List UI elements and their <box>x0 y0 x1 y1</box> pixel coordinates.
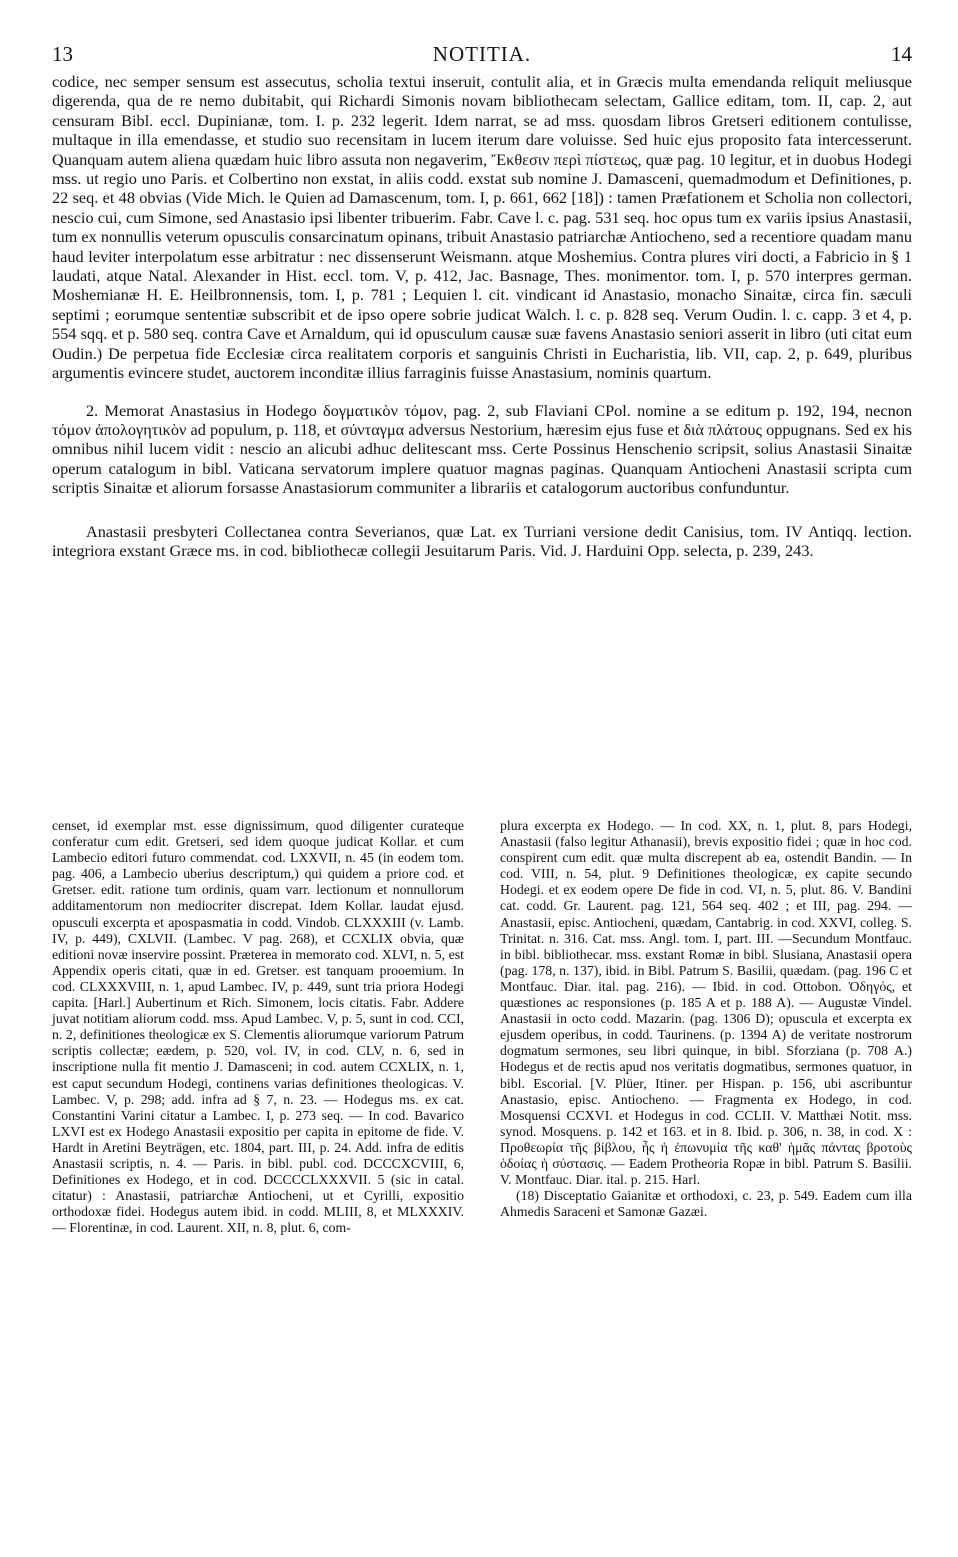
main-paragraph: Anastasii presbyteri Collectanea contra Severianos, quæ Lat. ex Turriani versione dedit Canisius, tom. IV Antiqq. lection. integriora exstant Græce ms. in cod. bibliothecæ collegii Jesuitarum Paris. Vid. J. Harduini Opp. selecta, p. 239, 243. <box>52 521 912 560</box>
footnote-18: (18) Disceptatio Gaianitæ et orthodoxi, c. 23, p. 549. Eadem cum illa Ahmedis Saraceni et Samonæ Gazæi. <box>500 1188 912 1220</box>
notes-column-right <box>500 818 912 1236</box>
main-text <box>52 72 912 560</box>
page-header <box>52 42 912 68</box>
note-text: plura excerpta ex Hodego. — In cod. XX, n. 1, plut. 8, pars Hodegi, Anastasii (falso legitur Athanasii), brevis expositio fidei ; quæ in hoc cod. conspirent cum edit. quæ multa discrepent ab ea, ostendit Bandin. — In cod. VIII, n. 54, plut. 9 Definitiones theologicæ, ex capite secundo Hodegi. et ex eodem opere De fide in cod. VI, n. 5, plut. 86. V. Bandini cat. codd. Gr. Laurent. pag. 121, 564 seq. 402 ; et III, pag. 294. — Anastasii, episc. Antiocheni, quædam, Cantabrig. in cod. XXVI, colleg. S. Trinitat. n. 316. Cat. mss. Angl. tom. I, part. III. —Secundum Montfauc. in bibl. bibliothecar. mss. exstant Romæ in bibl. Slusiana, Anastasii opera (pag. 178, n. 137), ibid. in Bibl. Patrum S. Basilii, quædam. (pag. 196 C et Montfauc. Diar. ital. pag. 216). — Ibid. in cod. Ottobon. Ὁδηγός, et quæstiones ac responsiones (p. 185 A et p. 188 A). — Augustæ Vindel. Anastasii in octo codd. Mazarin. (pag. 1306 D); opuscula et excerpta ex ejusdem operibus, in codd. Taurinens. (p. 1394 A) de veritate nostrorum dogmatum sermones, seu libri quinque, in bibl. Sforziana (p. 708 A.) Hodegus et de rectis apud nos veritatis dogmatibus, sermones quatuor, in bibl. Escorial. [V. Plüer, Itiner. per Hispan. p. 156, ubi ascribuntur Anastasio, episc. Antiocheno. — Fragmenta ex Hodego, in cod. Mosquensi CCXVI. et Hodegus in cod. CCLII. V. Matthæi Notit. mss. synod. Mosquens. p. 142 et 163. et in 8. Ibid. p. 306, n. 38, in cod. X : Προθεωρία τῆς βίβλου, ἧς ἡ ἐπωνυμία τῆς καθ' ἡμᾶς πάντας βροτοὺς ὁδοίας ἡ σύστασις. — Eadem Protheoria Ropæ in bibl. Patrum S. Basilii. V. Montfauc. Diar. ital. p. 215. Harl. <box>500 818 912 1188</box>
main-paragraph: 2. Memorat Anastasius in Hodego δογματικὸν τόμον, pag. 2, sub Flaviani CPol. nomine a se editum p. 192, 194, necnon τόμον ἀπολογητικὸν ad populum, p. 118, et σύνταγμα adversus Nestorium, hæresim ejus fuse et διὰ πλάτους oppugnans. Sed ex his omnibus nihil lucem vidit : nescio an alicubi adhuc delitescant mss. Certe Possinus Henschenio scripsit, solius Anastasii Sinaitæ operum catalogum in bibl. Vaticana servatorum implere quatuor magnas paginas. Quanquam Antiocheni Anastasii scripta cum scriptis Sinaitæ et aliorum forsasse Anastasiorum communiter a librariis et catalogorum auctoribus confunduntur. <box>52 400 912 498</box>
main-paragraph: codice, nec semper sensum est assecutus, scholia textui inseruit, contulit alia, et in Græcis multa emendanda reliquit meliusque digerenda, qua de re nemo dubitabit, qui Richardi Simonis novam bibliothecam selectam, Gallice editam, tom. II, cap. 2, aut censuram Bibl. eccl. Dupinianæ, tom. I. p. 232 legerit. Idem narrat, se ad mss. quosdam libros Gretseri editionem contulisse, multaque in illa emendasse, et studio suo recensitam in lucem iterum dare voluisse. Sed huic ejus proposito fata intercesserunt. Quanquam autem aliena quædam huic libro assuta non negaverim, Ἔκθεσιν περὶ πίστεως, quæ pag. 10 legitur, et in duobus Hodegi mss. ut regio uno Paris. et Colbertino non exstat, in aliis codd. exstat sub nomine J. Damasceni, quemadmodum et Definitiones, p. 22 seq. et 48 obvias (Vide Mich. le Quien ad Damascenum, tom. I, p. 661, 662 [18]) : tamen Præfationem et Scholia non collectori, nescio cui, cum Simone, sed Anastasio ipsi libenter tribuerim. Fabr. Cave l. c. pag. 531 seq. hoc opus tum ex variis ipsius Anastasii, tum ex nonnullis veterum opusculis consarcinatum opinans, tribuit Anastasio patriarchæ Antiocheno, sed a recentiore quadam manu haud leviter interpolatum esse arbitratur : nec dissenserunt Weismann. atque Moshemius. Contra plures viri docti, a Fabricio in § 1 laudati, atque Natal. Alexander in Hist. eccl. tom. V, p. 412, Jac. Basnage, Thes. monimentor. tom. I, p. 570 interpres german. Moshemianæ H. E. Heilbronnensis, tom. I, p. 781 ; Lequien l. cit. vindicant id Anastasio, monacho Sinaitæ, circa fin. sæculi septimi ; eorumque sententiæ subscribit et de ipso opere sobrie judicat Walch. l. c. p. 828 seq. Verum Oudin. l. c. capp. 3 et 4, p. 554 sqq. et p. 580 seq. contra Cave et Arnaldum, qui id opusculum causæ suæ favens Anastasio seniori asserit in libro (uti citat eum Oudin.) De perpetua fide Ecclesiæ circa realitatem corporis et sanguinis Christi in Eucharistia, lib. VII, cap. 2, p. 649, pluribus argumentis evincere studet, auctorem inconditæ illius farraginis fuisse Anastasium, nominis quartum. <box>52 72 912 383</box>
page-number-right: 14 <box>891 42 912 66</box>
running-title: NOTITIA. <box>432 42 532 66</box>
note-text: censet, id exemplar mst. esse dignissimum, quod diligenter curateque conferatur cum edit. Gretseri, sed idem quoque judicat Kollar. et cum Lambecio editori futuro commendat. cod. LXXVII, n. 45 (in eodem tom. pag. 406, a Lambecio uberius descriptum,) qui quidem a priore cod. et Gretser. edit. ratione tum ordinis, quam varr. lectionum et nonnullorum additamentorum non mediocriter discrepat. Idem Kollar. laudat ejusd. opusculi excerpta et apospasmatia in codd. Vindob. CLXXXIII (v. Lamb. IV, p. 449), CXLVII. (Lambec. V pag. 268), et CCXLIX obvia, quæ editioni novæ inservire possint. Præterea in memorato cod. XLVI, n. 5, est Appendix operis citati, quæ in ed. Gretser. est tanquam prooemium. In cod. CLXXXVIII, n. 1, apud Lambec. IV, p. 449, sunt tria priora Hodegi capita. [Harl.] Aubertinum et Rich. Simonem, locis citatis. Fabr. Addere juvat notitiam aliorum codd. mss. Apud Lambec. V, p. 5, sunt in cod. CCI, n. 2, definitiones theologicæ ex S. Clementis aliorumque variorum Patrum scriptis collectæ; eædem, p. 520, vol. IV, in cod. CLV, n. 6, sed in inscriptione nulla fit mentio J. Damasceni; in cod. autem CCXLIX, n. 1, est caput secundum Hodegi, continens varias definitiones theologicas. V. Lambec. V, p. 298; add. infra ad § 7, n. 23. — Hodegus ms. ex cat. Constantini Varini citatur a Lambec. I, p. 273 seq. — In cod. Bavarico LXVI est ex Hodego Anastasii expositio per capita in epitome de fide. V. Hardt in Aretini Beyträgen, etc. 1804, part. III, p. 24. Add. infra de editis Anastasii scriptis, n. 4. — Paris. in bibl. publ. cod. DCCCXCVIII, 6, Definitiones ex Hodego, et in cod. DCCCCLXXXVII. 5 (sic in catal. citatur) : Anastasii, patriarchæ Antiocheni, ut et Cyrilli, expositio orthodoxæ fidei. Hodegus autem ibid. in codd. MLIII, 8, et MLXXXIV. — Florentinæ, in cod. Laurent. XII, n. 8, plut. 6, com- <box>52 818 464 1236</box>
notes-column-left <box>52 818 464 1236</box>
notes-area <box>52 818 912 1236</box>
page-number-left: 13 <box>52 42 73 66</box>
